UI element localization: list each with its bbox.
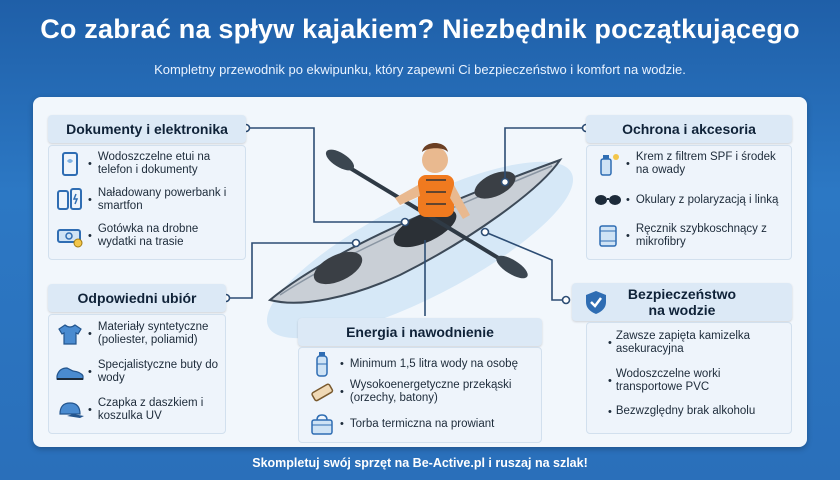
section-safety-title: Bezpieczeństwo na wodzie: [572, 283, 792, 321]
energy-bar-icon: [306, 378, 338, 406]
tshirt-icon: [54, 320, 86, 348]
cash-icon: [54, 222, 86, 250]
list-item: • Specjalistyczne buty do wody: [54, 358, 224, 386]
list-item: • Bezwzględny brak alkoholu: [608, 405, 756, 418]
list-item: • Naładowany powerbank i smartfon: [54, 186, 242, 214]
sunscreen-icon: [592, 150, 624, 178]
list-item: • Materiały syntetyczne (poliester, poliamid): [54, 320, 224, 348]
shield-check-icon: [584, 289, 608, 318]
sunglasses-icon: [592, 186, 624, 214]
section-energy-title: Energia i nawodnienie: [298, 318, 542, 346]
list-item: • Ręcznik szybkoschnący z mikrofibry: [592, 222, 790, 250]
list-item: • Wodoszczelne worki transportowe PVC: [608, 368, 721, 393]
section-documents-title: Dokumenty i elektronika: [48, 115, 246, 143]
page-title: Co zabrać na spływ kajakiem? Niezbędnik początkującego: [40, 14, 800, 44]
cap-icon: [54, 396, 86, 424]
list-item: • Wysokoenergetyczne przekąski (orzechy, batony): [306, 378, 540, 406]
list-item: • Okulary z polaryzacją i linką: [592, 186, 790, 214]
list-item: • Torba termiczna na prowiant: [306, 410, 540, 438]
footer-cta: Skompletuj swój sprzęt na Be-Active.pl i ruszaj na szlak!: [252, 456, 588, 470]
powerbank-phone-icon: [54, 186, 86, 214]
list-item: • Gotówka na drobne wydatki na trasie: [54, 222, 242, 250]
list-item: • Krem z filtrem SPF i środek na owady: [592, 150, 790, 178]
towel-icon: [592, 222, 624, 250]
list-item: • Wodoszczelne etui na telefon i dokumenty: [54, 150, 242, 178]
section-protection-title: Ochrona i akcesoria: [586, 115, 792, 143]
list-item: • Czapka z daszkiem i koszulka UV: [54, 396, 224, 424]
list-item: • Zawsze zapięta kamizelka asekuracyjna: [608, 330, 751, 355]
cooler-bag-icon: [306, 410, 338, 438]
list-item: • Minimum 1,5 litra wody na osobę: [306, 350, 540, 378]
water-bottle-icon: [306, 350, 338, 378]
section-clothing-title: Odpowiedni ubiór: [48, 284, 226, 312]
water-shoes-icon: [54, 358, 86, 386]
page-subtitle: Kompletny przewodnik po ekwipunku, który zapewni Ci bezpieczeństwo i komfort na wodzie.: [154, 62, 686, 77]
waterproof-case-icon: [54, 150, 86, 178]
